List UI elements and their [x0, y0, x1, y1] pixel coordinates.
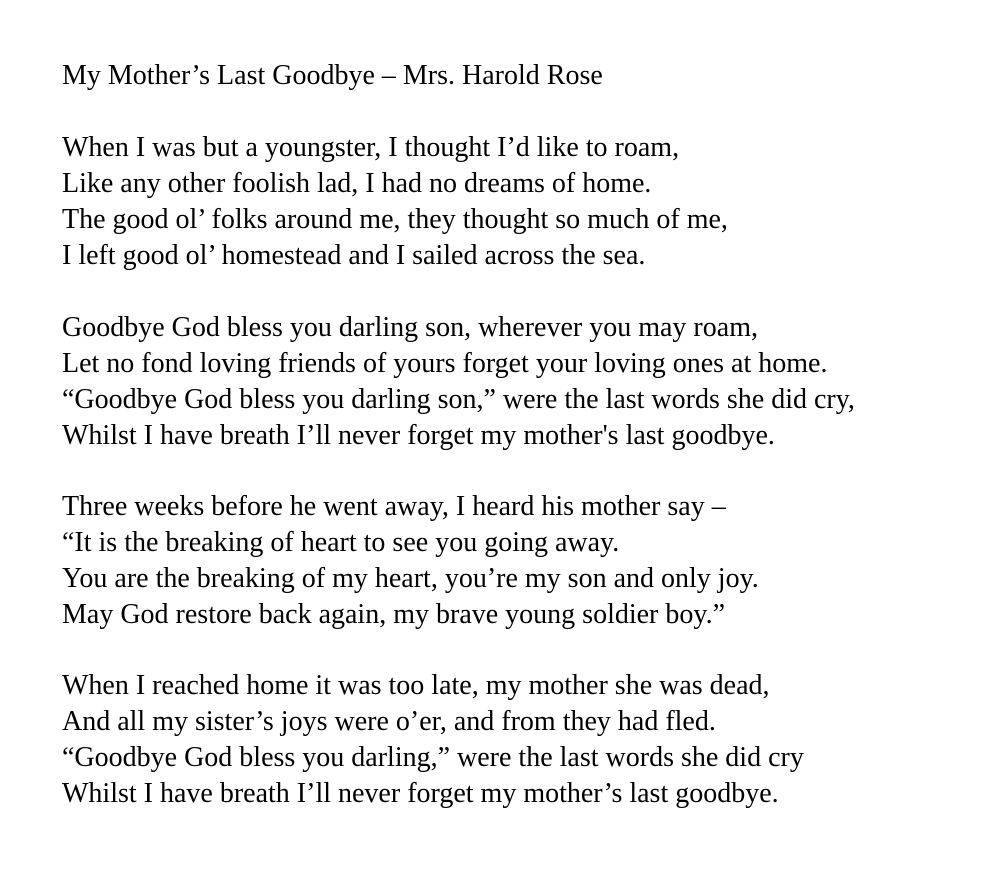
poem-line: You are the breaking of my heart, you’re my son and only joy.: [62, 563, 759, 594]
poem-line: Let no fond loving friends of yours forget your loving ones at home.: [62, 348, 828, 379]
stanza-3: [62, 489, 759, 633]
stanza-1: [62, 130, 728, 274]
poem-line: Whilst I have breath I’ll never forget my mother's last goodbye.: [62, 420, 775, 451]
poem-line: “Goodbye God bless you darling son,” were the last words she did cry,: [62, 384, 855, 415]
poem-line: And all my sister’s joys were o’er, and from they had fled.: [62, 706, 716, 737]
poem-line: “Goodbye God bless you darling,” were the last words she did cry: [62, 742, 804, 773]
poem-line: Three weeks before he went away, I heard his mother say –: [62, 491, 726, 522]
poem-line: “It is the breaking of heart to see you going away.: [62, 527, 620, 558]
poem-line: The good ol’ folks around me, they thought so much of me,: [62, 204, 728, 235]
poem-line: I left good ol’ homestead and I sailed across the sea.: [62, 240, 646, 271]
poem-line: May God restore back again, my brave young soldier boy.”: [62, 599, 725, 630]
stanza-2: [62, 310, 855, 454]
stanza-4: [62, 668, 804, 812]
poem-line: Whilst I have breath I’ll never forget my mother’s last goodbye.: [62, 778, 779, 809]
poem-line: Like any other foolish lad, I had no dreams of home.: [62, 168, 652, 199]
poem-line: When I reached home it was too late, my mother she was dead,: [62, 670, 770, 701]
poem-title: My Mother’s Last Goodbye – Mrs. Harold Rose: [62, 60, 603, 91]
poem-line: When I was but a youngster, I thought I’d like to roam,: [62, 132, 680, 163]
poem-line: Goodbye God bless you darling son, wherever you may roam,: [62, 312, 758, 343]
